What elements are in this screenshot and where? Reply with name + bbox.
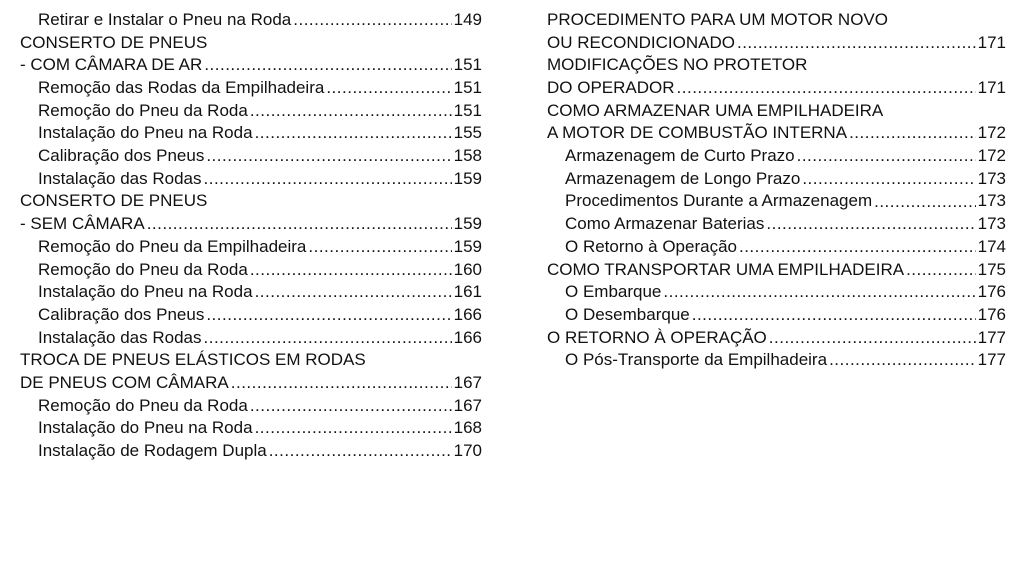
toc-entry[interactable] [20, 395, 482, 418]
toc-entry-title: - COM CÂMARA DE AR [20, 55, 203, 75]
toc-entry-page-number: 161 [453, 282, 482, 302]
toc-entry[interactable] [547, 213, 1006, 236]
toc-entry-page-number: 177 [977, 327, 1006, 347]
toc-entry[interactable] [20, 259, 482, 282]
dot-leader [293, 9, 451, 32]
toc-entry-page-number: 172 [977, 146, 1006, 166]
toc-entry-title: Calibração dos Pneus [38, 146, 205, 166]
toc-entry-title: Instalação do Pneu na Roda [38, 418, 253, 438]
toc-entry[interactable] [547, 32, 1006, 55]
toc-entry-title: O Desembarque [565, 304, 690, 324]
dot-leader [204, 168, 452, 191]
toc-entry[interactable] [547, 77, 1006, 100]
toc-entry[interactable] [547, 145, 1006, 168]
toc-entry[interactable] [20, 9, 482, 32]
toc-entry-page-number: 173 [977, 191, 1006, 211]
toc-entry-page-number: 172 [977, 123, 1006, 143]
toc-entry-title: Como Armazenar Baterias [565, 214, 765, 234]
toc-entry-title: Armazenagem de Longo Prazo [565, 168, 801, 188]
toc-entry-title: Remoção do Pneu da Empilhadeira [38, 236, 307, 256]
toc-entry-page-number: 173 [977, 214, 1006, 234]
toc-entry-page-number: 159 [453, 168, 482, 188]
toc-entry[interactable] [547, 191, 1006, 214]
toc-entry-title: Remoção do Pneu da Roda [38, 259, 248, 279]
toc-entry-page-number: 151 [453, 55, 482, 75]
toc-entry-title: COMO TRANSPORTAR UMA EMPILHADEIRA [547, 259, 905, 279]
dot-leader [692, 304, 976, 327]
toc-entry[interactable] [20, 213, 482, 236]
dot-leader [769, 327, 976, 350]
toc-entry[interactable] [547, 54, 1006, 77]
toc-entry-title: MODIFICAÇÕES NO PROTETOR [547, 55, 808, 75]
dot-leader [204, 327, 452, 350]
toc-entry[interactable] [547, 259, 1006, 282]
toc-entry[interactable] [20, 32, 482, 55]
dot-leader [231, 372, 452, 395]
toc-entry-title: O Embarque [565, 282, 662, 302]
dot-leader [250, 259, 452, 282]
toc-entry-page-number: 160 [453, 259, 482, 279]
toc-entry-title: Remoção das Rodas da Empilhadeira [38, 78, 325, 98]
toc-entry-title: CONSERTO DE PNEUS [20, 32, 208, 52]
toc-entry[interactable] [20, 191, 482, 214]
toc-entry-page-number: 149 [453, 9, 482, 29]
toc-entry-title: Retirar e Instalar o Pneu na Roda [38, 9, 292, 29]
toc-entry-page-number: 175 [977, 259, 1006, 279]
toc-entry-title: COMO ARMAZENAR UMA EMPILHADEIRA [547, 100, 884, 120]
toc-entry[interactable] [20, 168, 482, 191]
toc-entry-title: Instalação de Rodagem Dupla [38, 441, 267, 461]
toc-entry[interactable] [547, 122, 1006, 145]
toc-entry-page-number: 168 [453, 418, 482, 438]
toc-entry[interactable] [547, 304, 1006, 327]
toc-entry[interactable] [20, 417, 482, 440]
toc-entry-page-number: 166 [453, 304, 482, 324]
dot-leader [677, 77, 976, 100]
toc-entry-page-number: 166 [453, 327, 482, 347]
toc-entry[interactable] [20, 54, 482, 77]
dot-leader [269, 440, 452, 463]
dot-leader [663, 281, 975, 304]
toc-entry-title: TROCA DE PNEUS ELÁSTICOS EM RODAS [20, 350, 366, 370]
toc-entry-page-number: 174 [977, 236, 1006, 256]
toc-left-column [20, 9, 482, 463]
dot-leader [874, 191, 976, 214]
dot-leader [829, 349, 976, 372]
toc-entry-page-number: 167 [453, 372, 482, 392]
toc-entry[interactable] [20, 440, 482, 463]
toc-entry-page-number: 171 [977, 78, 1006, 98]
toc-entry[interactable] [547, 236, 1006, 259]
toc-entry-title: Remoção do Pneu da Roda [38, 100, 248, 120]
dot-leader [206, 304, 451, 327]
toc-entry-title: DE PNEUS COM CÂMARA [20, 372, 229, 392]
toc-entry-title: Remoção do Pneu da Roda [38, 395, 248, 415]
toc-entry-page-number: 167 [453, 395, 482, 415]
toc-entry-title: Instalação das Rodas [38, 327, 202, 347]
toc-entry[interactable] [20, 372, 482, 395]
toc-entry-page-number: 155 [453, 123, 482, 143]
dot-leader [802, 168, 975, 191]
dot-leader [250, 395, 452, 418]
toc-entry-page-number: 159 [453, 214, 482, 234]
dot-leader [255, 281, 452, 304]
toc-entry[interactable] [547, 327, 1006, 350]
toc-entry-title: A MOTOR DE COMBUSTÃO INTERNA [547, 123, 848, 143]
toc-entry-title: Instalação do Pneu na Roda [38, 123, 253, 143]
toc-entry[interactable] [547, 281, 1006, 304]
dot-leader [326, 77, 451, 100]
toc-entry-title: DO OPERADOR [547, 78, 675, 98]
dot-leader [739, 236, 976, 259]
dot-leader [766, 213, 975, 236]
toc-entry[interactable] [547, 9, 1006, 32]
toc-entry[interactable] [547, 349, 1006, 372]
toc-entry[interactable] [20, 122, 482, 145]
toc-entry[interactable] [20, 77, 482, 100]
toc-entry-page-number: 151 [453, 78, 482, 98]
toc-entry-title: Procedimentos Durante a Armazenagem [565, 191, 873, 211]
toc-entry-title: - SEM CÂMARA [20, 214, 145, 234]
toc-entry-title: OU RECONDICIONADO [547, 32, 735, 52]
dot-leader [204, 54, 451, 77]
toc-entry-page-number: 159 [453, 236, 482, 256]
toc-entry[interactable] [20, 145, 482, 168]
toc-entry-page-number: 173 [977, 168, 1006, 188]
toc-entry[interactable] [20, 304, 482, 327]
dot-leader [255, 122, 452, 145]
toc-entry[interactable] [20, 281, 482, 304]
dot-leader [255, 417, 452, 440]
dot-leader [206, 145, 451, 168]
toc-entry-page-number: 151 [453, 100, 482, 120]
toc-entry-title: Instalação do Pneu na Roda [38, 282, 253, 302]
toc-right-column [547, 9, 1006, 372]
dot-leader [250, 100, 452, 123]
toc-entry-title: O Retorno à Operação [565, 236, 737, 256]
toc-entry-title: O Pós-Transporte da Empilhadeira [565, 350, 828, 370]
dot-leader [797, 145, 976, 168]
toc-entry-page-number: 171 [977, 32, 1006, 52]
toc-entry[interactable] [20, 349, 482, 372]
toc-entry-page-number: 176 [977, 282, 1006, 302]
toc-entry[interactable] [547, 168, 1006, 191]
toc-entry-title: Instalação das Rodas [38, 168, 202, 188]
dot-leader [737, 32, 976, 55]
toc-entry-title: PROCEDIMENTO PARA UM MOTOR NOVO [547, 9, 888, 29]
toc-entry-page-number: 158 [453, 146, 482, 166]
toc-entry-title: Calibração dos Pneus [38, 304, 205, 324]
toc-entry-title: Armazenagem de Curto Prazo [565, 146, 795, 166]
toc-entry-page-number: 170 [453, 441, 482, 461]
toc-entry[interactable] [20, 327, 482, 350]
toc-entry[interactable] [20, 236, 482, 259]
toc-entry-title: CONSERTO DE PNEUS [20, 191, 208, 211]
toc-entry[interactable] [20, 100, 482, 123]
dot-leader [849, 122, 976, 145]
toc-entry-title: O RETORNO À OPERAÇÃO [547, 327, 767, 347]
toc-entry-page-number: 176 [977, 304, 1006, 324]
toc-entry-page-number: 177 [977, 350, 1006, 370]
dot-leader [147, 213, 452, 236]
dot-leader [906, 259, 976, 282]
dot-leader [308, 236, 451, 259]
toc-entry[interactable] [547, 100, 1006, 123]
